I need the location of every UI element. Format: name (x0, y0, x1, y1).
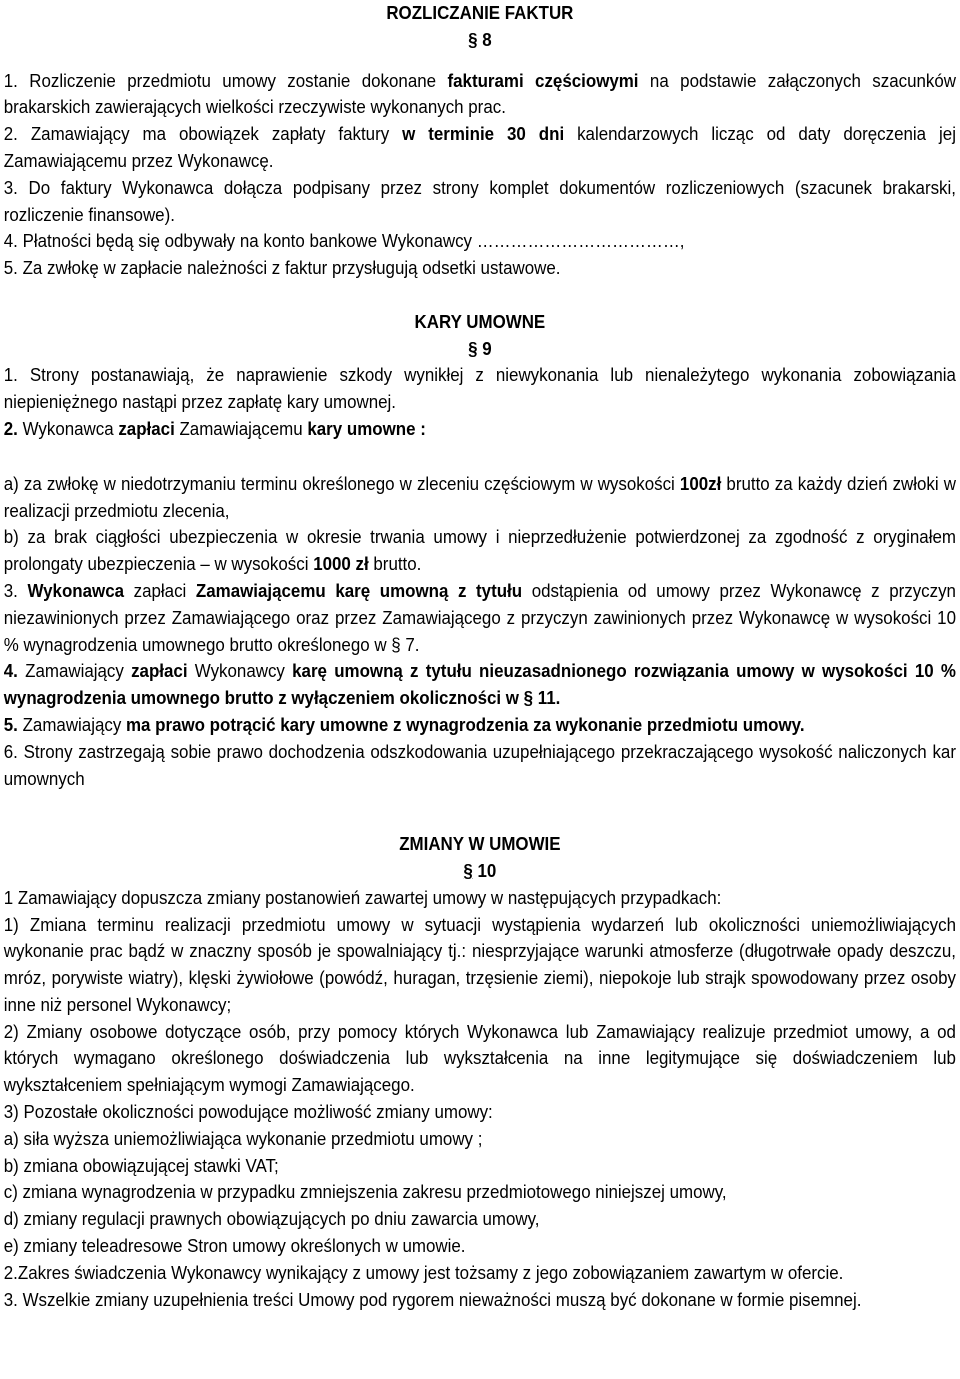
s9-point-4: 4. Zamawiający zapłaci Wykonawcy karę umowną z tytułu nieuzasadnionego rozwiązania umowy w wysokości 10 % wynagrodzenia umownego brutto z wyłączeniem okoliczności w § 11. (3, 661, 956, 709)
section-title-kary: KARY UMOWNE (414, 311, 546, 332)
s10-point-3: 3. Wszelkie zmiany uzupełnienia treści Umowy pod rygorem nieważności muszą być dokonane w formie pisemnej. (3, 1289, 862, 1310)
s9-point-1: 1. Strony postanawiają, że naprawienie szkody wynikłej z niewykonania lub nienależytego wykonania zobowiązania niepieniężnego nastąpi przez zapłatę kary umownej. (3, 365, 956, 413)
s10-point-1: 1 Zamawiający dopuszcza zmiany postanowień zawartej umowy w następujących przypadkach: (3, 887, 722, 908)
s8-point-4: 4. Płatności będą się odbywały na konto bankowe Wykonawcy ………………………………, (3, 231, 685, 252)
s10-point-d: d) zmiany regulacji prawnych obowiązujących po dniu zawarcia umowy, (3, 1209, 540, 1230)
s10-point-1-3: 3) Pozostałe okoliczności powodujące możliwość zmiany umowy: (3, 1102, 493, 1123)
s10-point-a: a) siła wyższa uniemożliwiająca wykonanie przedmiotu umowy ; (3, 1128, 483, 1149)
s8-point-2: 2. Zamawiający ma obowiązek zapłaty faktury w terminie 30 dni kalendarzowych licząc od daty doręczenia jej Zamawiającemu przez Wykonawcę. (3, 124, 956, 171)
s9-point-6: 6. Strony zastrzegają sobie prawo dochodzenia odszkodowania uzupełniającego przekraczającego wysokość naliczonych kar umownych (3, 741, 956, 789)
s10-point-1-1: 1) Zmiana terminu realizacji przedmiotu umowy w sytuacji wystąpienia wydarzeń lub okoliczności uniemożliwiających wykonanie prac bądź w znaczny sposób je spowalniający tj.: niesprzyjające warunki atmosferze (długotrwałe opady deszczu, mróz, porywiste wiatry), klęski żywiołowe (powódź, huragan, trzęsienie ziemi), niepokoje lub strajk spowodowany przez osoby inne niż personel Wykonawcy; (3, 914, 956, 1015)
s9-point-b: b) za brak ciągłości ubezpieczenia w okresie trwania umowy i nieprzedłużenie potwierdzonej za zgodność z oryginałem prolongaty ubezpieczenia – w wysokości 1000 zł brutto. (3, 527, 956, 575)
section-number-9: § 9 (468, 338, 492, 359)
s9-point-2: 2. Wykonawca zapłaci Zamawiającemu kary umowne : (3, 418, 426, 439)
s10-point-b: b) zmiana obowiązującej stawki VAT; (3, 1155, 279, 1176)
s9-point-3: 3. Wykonawca zapłaci Zamawiającemu karę umowną z tytułu odstąpienia od umowy przez Wykonawcę z przyczyn niezawinionych przez Zamawiającego oraz przez Zamawiającego z przyczyn zawinionych przez Wykonawcę w wysokości 10 % wynagrodzenia umownego brutto określonego w § 7. (3, 580, 956, 655)
s8-point-5: 5. Za zwłokę w zapłacie należności z faktur przysługują odsetki ustawowe. (3, 258, 561, 279)
section-number-10: § 10 (463, 860, 497, 881)
s9-point-a: a) za zwłokę w niedotrzymaniu terminu określonego w zleceniu częściowym w wysokości 100zł brutto za każdy dzień zwłoki w realizacji przedmiotu zlecenia, (3, 473, 956, 521)
section-number-8: § 8 (468, 29, 492, 50)
s10-point-1-2: 2) Zmiany osobowe dotyczące osób, przy pomocy których Wykonawca lub Zamawiający realizuje przedmiot umowy, a od których wymagano określonego doświadczenia lub wykształcenia na inne legitymujące się doświadczeniem lub wykształceniem spełniającym wymogi Zamawiającego. (3, 1021, 956, 1096)
s10-point-c: c) zmiana wynagrodzenia w przypadku zmniejszenia zakresu przedmiotowego niniejszej umowy, (3, 1182, 727, 1203)
s9-point-5: 5. Zamawiający ma prawo potrącić kary umowne z wynagrodzenia za wykonanie przedmiotu umowy. (3, 714, 805, 735)
s10-point-2: 2.Zakres świadczenia Wykonawcy wynikający z umowy jest tożsamy z jego zobowiązaniem zawartym w ofercie. (3, 1262, 844, 1283)
section-title-rozliczanie: ROZLICZANIE FAKTUR (386, 3, 574, 23)
section-title-zmiany: ZMIANY W UMOWIE (399, 834, 561, 855)
s10-point-e: e) zmiany teleadresowe Stron umowy określonych w umowie. (3, 1236, 466, 1257)
s8-point-3: 3. Do faktury Wykonawca dołącza podpisany przez strony komplet dokumentów rozliczeniowych (szacunek brakarski, rozliczenie finansowe). (3, 177, 956, 225)
s8-point-1: 1. Rozliczenie przedmiotu umowy zostanie dokonane fakturami częściowymi na podstawie załączonych szacunków brakarskich zawierających wielkości rzeczywiste wykonanych prac. (3, 70, 956, 118)
